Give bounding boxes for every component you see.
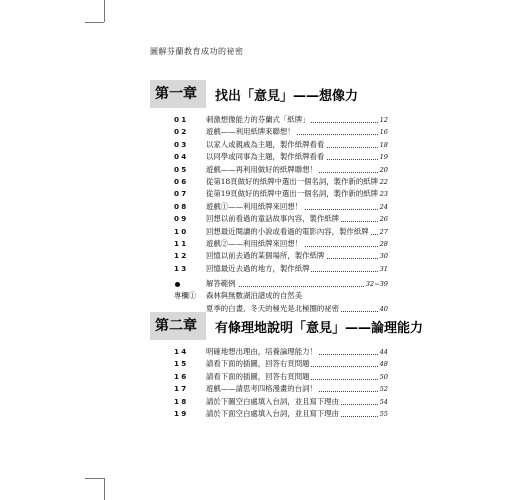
column-title-line-2: 夏季的白晝、冬天的極光是北極圈的祕密	[206, 303, 341, 315]
entry-page: 19	[378, 151, 388, 163]
entry-page: 20	[378, 164, 388, 176]
chapter-1-number: 第一章	[150, 80, 206, 108]
chapter-2-toc	[174, 346, 388, 420]
column-title-line-1: 森林與無數湖泊譜成的自然美	[206, 290, 304, 302]
toc-entry-15[interactable]	[174, 358, 388, 370]
entry-page: 30	[378, 250, 388, 262]
entry-page: 23	[378, 188, 388, 200]
entry-title: 請於下面空白處填入台詞，並且寫下理由	[206, 408, 341, 420]
entry-page: 55	[378, 408, 388, 420]
bullet-icon	[175, 282, 180, 287]
entry-title: 遊戲①——利用紙牌來回想！	[206, 201, 304, 213]
entry-page: 31	[378, 263, 388, 275]
entry-title: 以家人或親戚為主題，製作紙牌看看	[206, 139, 326, 151]
column-page: 40	[378, 303, 388, 315]
entry-page: 28	[378, 238, 388, 250]
toc-entry-14[interactable]	[174, 346, 388, 358]
entry-number: 14	[174, 347, 189, 356]
chapter-2-number: 第二章	[150, 312, 206, 340]
toc-entry-19[interactable]	[174, 408, 388, 420]
entry-number: 18	[174, 396, 189, 406]
toc-entry-12[interactable]	[174, 250, 388, 262]
chapter-1-extras	[172, 278, 388, 315]
entry-number: 02	[174, 127, 189, 137]
entry-page: 26	[378, 213, 388, 225]
entry-title: 回憶最近去過的地方，製作紙牌	[206, 263, 311, 275]
entry-title: 從第18頁做好的紙牌中選出一個名詞，製作新的紙牌	[206, 176, 380, 188]
entry-title: 回想最近閱讀的小說或看過的電影內容，製作紙牌	[206, 226, 371, 238]
entry-page: 27	[378, 226, 388, 238]
entry-page: 48	[378, 358, 388, 370]
crop-mark-bottom-horizontal	[85, 478, 104, 479]
toc-entry-17[interactable]	[174, 383, 388, 395]
chapter-2-heading	[150, 312, 423, 340]
entry-number: 17	[174, 384, 189, 394]
toc-entry-18[interactable]	[174, 396, 388, 408]
running-head: 圖解芬蘭教育成功的祕密	[150, 47, 244, 56]
toc-entry-06[interactable]	[174, 176, 388, 188]
entry-number: 01	[174, 115, 189, 124]
toc-entry-05[interactable]	[174, 164, 388, 176]
entry-page: 16	[378, 126, 388, 138]
entry-number: 19	[174, 408, 189, 418]
entry-number: 10	[174, 226, 189, 236]
entry-page: 22	[378, 176, 388, 188]
entry-number: 15	[174, 359, 189, 369]
entry-number: 07	[174, 189, 189, 199]
entry-title: 遊戲②——利用紙牌來回想！	[206, 238, 304, 250]
entry-title: 遊戲——再利用做好的紙牌聯想！	[206, 164, 319, 176]
entry-number: 16	[174, 371, 189, 381]
entry-page: 52	[378, 383, 388, 395]
entry-title: 刺激想像能力的芬蘭式「紙牌」	[206, 114, 311, 126]
chapter-1-toc	[174, 114, 388, 275]
answers-entry[interactable]	[172, 278, 388, 290]
entry-page: 54	[378, 396, 388, 408]
crop-mark-bottom-vertical	[104, 478, 105, 500]
chapter-2-title: 有條理地說明「意見」——論理能力	[215, 320, 424, 336]
toc-entry-02[interactable]	[174, 126, 388, 138]
toc-entry-03[interactable]	[174, 139, 388, 151]
toc-entry-10[interactable]	[174, 226, 388, 238]
answers-page: 32~39	[364, 278, 388, 290]
column-entry-line-1[interactable]	[172, 290, 388, 302]
entry-page: 24	[378, 201, 388, 213]
answers-label: 解答範例	[206, 278, 238, 290]
entry-title: 回想以前看過的童話故事內容，製作紙牌	[206, 213, 341, 225]
entry-title: 請看下面的插圖，回答右頁問題	[206, 371, 311, 383]
entry-number: 04	[174, 152, 189, 162]
entry-number: 06	[174, 176, 189, 186]
entry-title: 以同學或同事為主題，製作紙牌看看	[206, 151, 326, 163]
chapter-1-heading	[150, 80, 358, 108]
toc-entry-11[interactable]	[174, 238, 388, 250]
entry-page: 44	[378, 346, 388, 358]
column-label: 專欄①	[174, 290, 198, 302]
entry-page: 18	[378, 139, 388, 151]
entry-title: 從第19頁做好的紙牌中選出一個名詞，製作新的紙牌	[206, 188, 380, 200]
entry-number: 09	[174, 214, 189, 224]
entry-page: 12	[378, 114, 388, 126]
entry-title: 明確地想出理由，培養論理能力！	[206, 346, 319, 358]
entry-page: 50	[378, 371, 388, 383]
chapter-1-title: 找出「意見」——想像力	[215, 88, 359, 104]
toc-entry-08[interactable]	[174, 201, 388, 213]
entry-number: 12	[174, 251, 189, 261]
entry-title: 請看下面的插圖，回答右頁問題	[206, 358, 311, 370]
entry-title: 遊戲——請思考四格漫畫的台詞！	[206, 383, 319, 395]
toc-entry-04[interactable]	[174, 151, 388, 163]
entry-number: 11	[174, 238, 189, 248]
crop-mark-top-vertical	[104, 0, 105, 22]
entry-number: 05	[174, 164, 189, 174]
toc-entry-09[interactable]	[174, 213, 388, 225]
crop-mark-top-horizontal	[85, 22, 104, 23]
entry-title: 請於下圖空白處填入台詞，並且寫下理由	[206, 396, 341, 408]
toc-entry-07[interactable]	[174, 188, 388, 200]
entry-number: 08	[174, 201, 189, 211]
toc-entry-13[interactable]	[174, 263, 388, 275]
entry-number: 03	[174, 139, 189, 149]
entry-title: 遊戲——利用紙牌來聯想！	[206, 126, 297, 138]
toc-entry-01[interactable]	[174, 114, 388, 126]
toc-entry-16[interactable]	[174, 371, 388, 383]
entry-title: 回憶以前去過的某個場所，製作紙牌	[206, 250, 326, 262]
entry-number: 13	[174, 263, 189, 273]
